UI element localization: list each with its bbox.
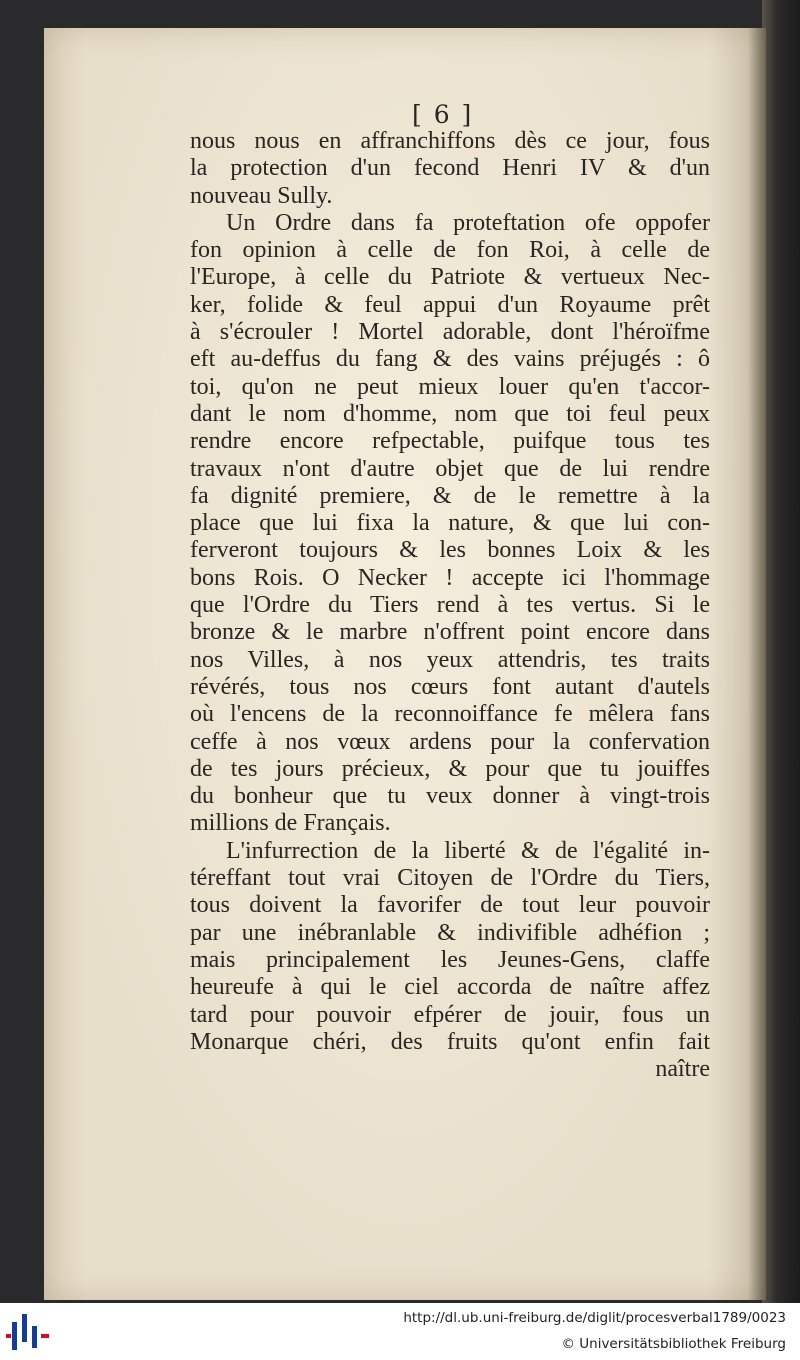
text-line: bronze & le marbre n'offrent point encore dans <box>190 619 710 646</box>
text-line: téreffant tout vrai Citoyen de l'Ordre du Tiers, <box>190 865 710 892</box>
text-line: fon opinion à celle de fon Roi, à celle de <box>190 237 710 264</box>
text-line: eft au-deffus du fang & des vains préjugés : ô <box>190 346 710 373</box>
text-line: révérés, tous nos cœurs font autant d'autels <box>190 673 710 700</box>
text-line: par une inébranlable & indivifible adhéfion ; <box>190 919 710 946</box>
university-logo-icon <box>6 1312 50 1352</box>
text-line: où l'encens de la reconnoiffance fe mêlera fans <box>190 701 710 728</box>
text-line: de tes jours précieux, & pour que tu jouiffes <box>190 755 710 782</box>
text-line: toi, qu'on ne peut mieux louer qu'en t'accor- <box>190 373 710 400</box>
text-line: du bonheur que tu veux donner à vingt-trois <box>190 783 710 810</box>
text-line: Un Ordre dans fa proteftation ofe oppofer <box>226 209 710 236</box>
text-line: la protection d'un fecond Henri IV & d'un <box>190 155 710 182</box>
text-line: place que lui fixa la nature, & que lui con- <box>190 510 710 537</box>
page-number: [ 6 ] <box>412 100 474 129</box>
document-url-link[interactable]: http://dl.ub.uni-freiburg.de/diglit/procesverbal1789/0023 <box>403 1310 786 1326</box>
book-edge <box>762 0 800 1303</box>
text-line: tard pour pouvoir efpérer de jouir, fous un <box>190 1001 710 1028</box>
text-line: rendre encore refpectable, puifque tous tes <box>190 428 710 455</box>
text-line: fa dignité premiere, & de le remettre à la <box>190 482 710 509</box>
text-line: ceffe à nos vœux ardens pour la confervation <box>190 728 710 755</box>
text-line: ker, folide & feul appui d'un Royaume prêt <box>190 291 710 318</box>
text-line: Monarque chéri, des fruits qu'ont enfin fait <box>190 1028 710 1055</box>
text-line: ferveront toujours & les bonnes Loix & les <box>190 537 710 564</box>
page-body-text <box>190 128 710 1083</box>
text-line: nous nous en affranchiffons dès ce jour, fous <box>190 128 710 154</box>
page-gutter-shadow <box>748 28 766 1300</box>
text-line: nouveau Sully. <box>190 182 333 209</box>
text-line: tous doivent la favorifer de tout leur pouvoir <box>190 892 710 919</box>
copyright-notice: © Universitätsbibliothek Freiburg <box>561 1336 786 1352</box>
text-line: que l'Ordre du Tiers rend à tes vertus. Si le <box>190 592 710 619</box>
text-line: à s'écrouler ! Mortel adorable, dont l'héroïfme <box>190 319 710 346</box>
text-line: dant le nom d'homme, nom que toi feul peux <box>190 400 710 427</box>
text-line: bons Rois. O Necker ! accepte ici l'hommage <box>190 564 710 591</box>
text-line: nos Villes, à nos yeux attendris, tes traits <box>190 646 710 673</box>
text-line: L'infurrection de la liberté & de l'égalité in- <box>226 837 710 864</box>
text-line: heureufe à qui le ciel accorda de naître affez <box>190 974 710 1001</box>
text-line: l'Europe, à celle du Patriote & vertueux Nec- <box>190 264 710 291</box>
text-line: travaux n'ont d'autre objet que de lui rendre <box>190 455 710 482</box>
text-line: mais principalement les Jeunes-Gens, claffe <box>190 946 710 973</box>
catchword: naître <box>655 1056 710 1083</box>
text-line: millions de Français. <box>190 810 391 837</box>
